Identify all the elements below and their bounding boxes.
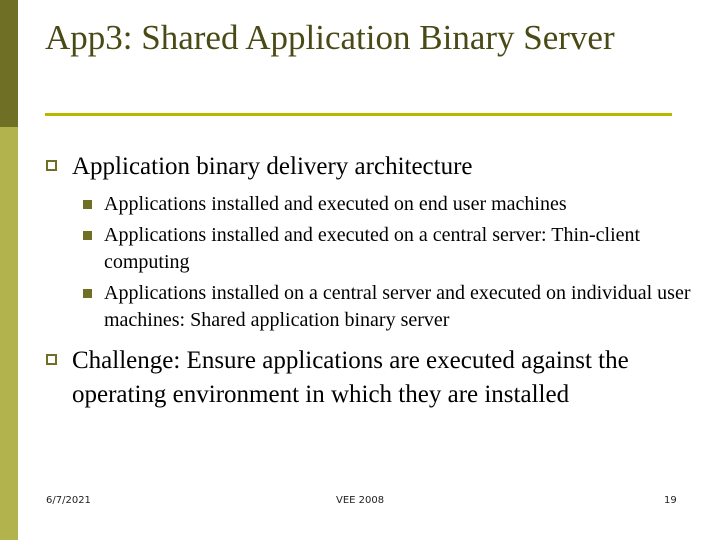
sub-bullet-list	[44, 191, 704, 334]
sub-bullet-item	[44, 191, 704, 218]
bullet-text: Application binary delivery architecture	[72, 153, 473, 180]
footer-page-number: 19	[664, 495, 677, 506]
bullet-text: Challenge: Ensure applications are executed against the operating environment in which they are installed	[72, 347, 629, 408]
bullet-item	[44, 344, 704, 412]
title-underline	[45, 113, 672, 116]
footer-center-text: VEE 2008	[336, 495, 385, 506]
sub-bullet-item	[44, 222, 704, 276]
filled-square-bullet-icon	[83, 289, 92, 298]
hollow-square-bullet-icon	[46, 354, 57, 365]
filled-square-bullet-icon	[83, 200, 92, 209]
filled-square-bullet-icon	[83, 231, 92, 240]
sidebar-dark-band	[0, 0, 18, 127]
bullet-item	[44, 150, 704, 184]
sidebar-light-band	[0, 127, 18, 540]
slide-title: App3: Shared Application Binary Server	[45, 18, 615, 57]
sub-bullet-text: Applications installed and executed on end user machines	[104, 193, 567, 215]
sub-bullet-item	[44, 280, 704, 334]
sub-bullet-text: Applications installed on a central server and executed on individual user machines: Shared application binary server	[104, 282, 691, 331]
footer-date: 6/7/2021	[46, 495, 91, 506]
hollow-square-bullet-icon	[46, 160, 57, 171]
bullet-list	[44, 150, 704, 412]
sub-bullet-text: Applications installed and executed on a central server: Thin-client computing	[104, 224, 641, 273]
